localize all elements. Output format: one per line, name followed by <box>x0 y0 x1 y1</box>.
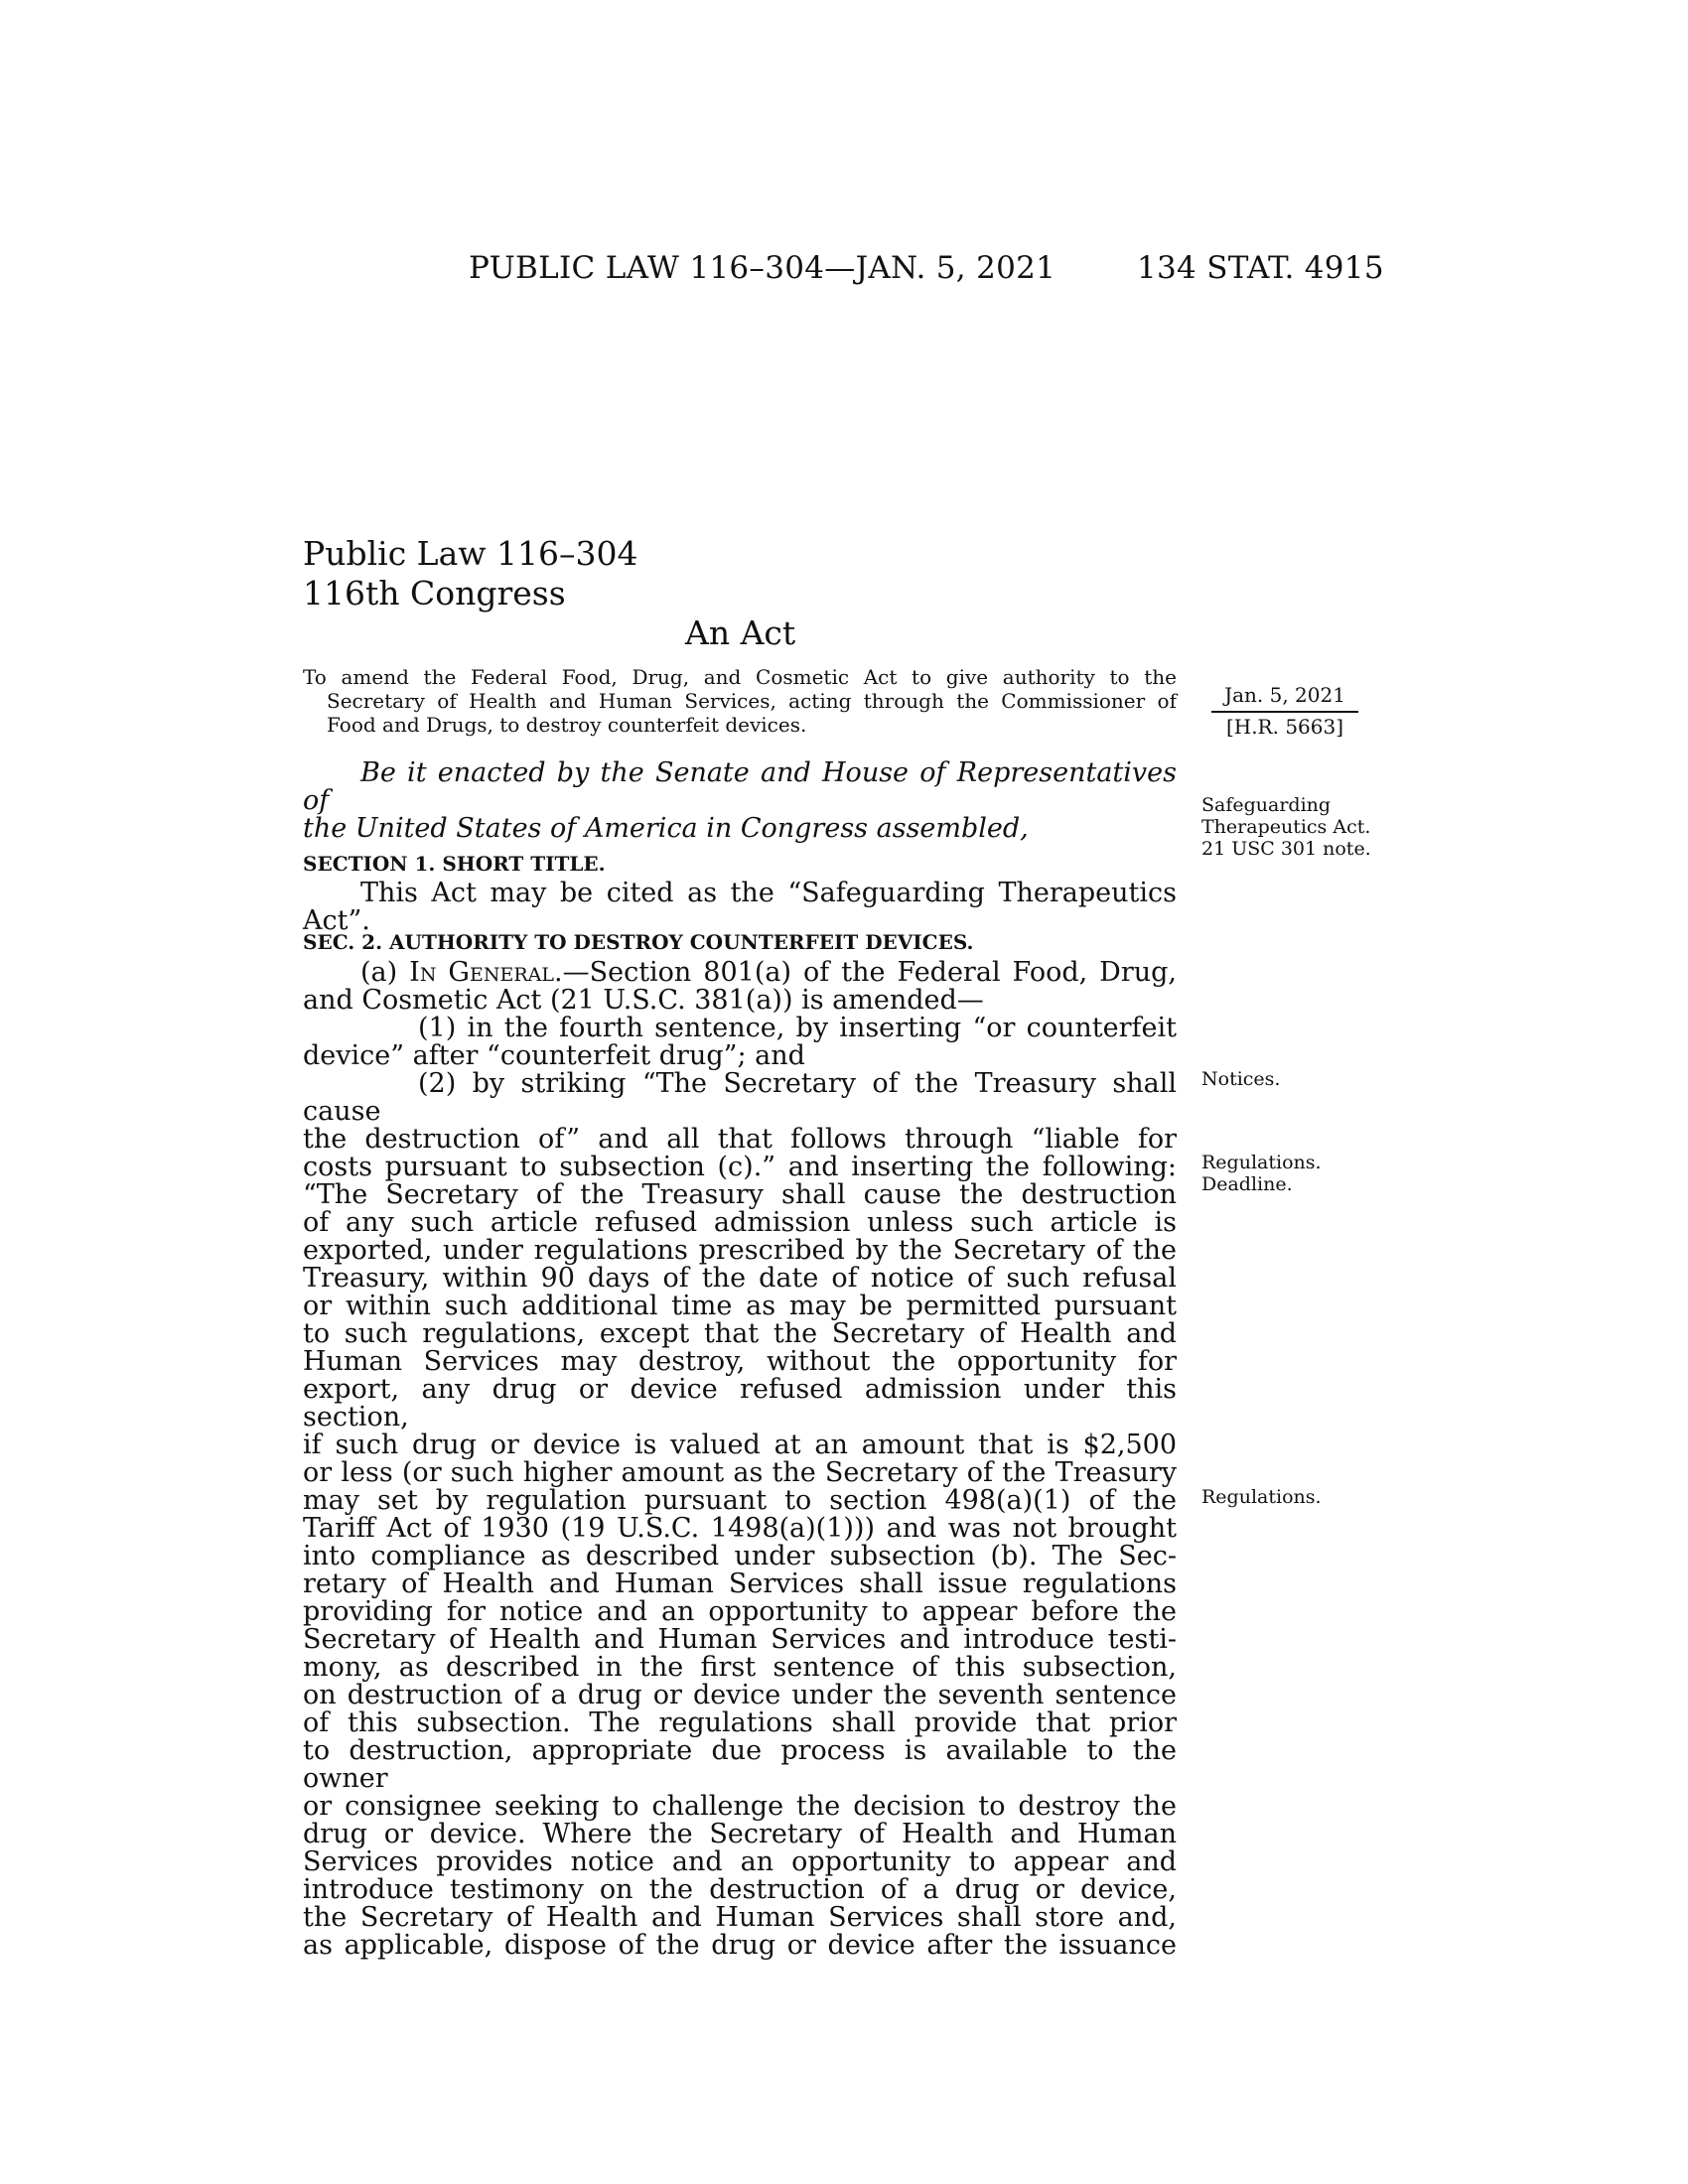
margin-note-notices: Notices. <box>1201 1068 1281 1090</box>
enacting-clause <box>303 759 1177 843</box>
section-1-line: This Act may be cited as the “Safeguarding Therapeutics Act”. <box>303 878 1177 936</box>
body-line: may set by regulation pursuant to section 498(a)(1) of the <box>303 1485 1177 1516</box>
purpose-clause <box>303 665 1177 737</box>
running-header-stat: 134 STAT. 4915 <box>1137 250 1384 286</box>
section-1-text <box>303 880 1177 935</box>
body-line: device” after “counterfeit drug”; and <box>303 1040 805 1071</box>
body-line: on destruction of a drug or device under the seventh sentence <box>303 1680 1177 1710</box>
subsection-a-caption: In General <box>409 957 555 988</box>
body-line: to such regulations, except that the Secretary of Health and <box>303 1318 1177 1349</box>
subsection-a-prefix: (a) <box>360 957 410 988</box>
body-line-a: (a) In General.—Section 801(a) of the Federal Food, Drug, <box>360 957 1177 988</box>
body-line: costs pursuant to subsection (c).” and inserting the following: <box>303 1152 1177 1182</box>
body-line: into compliance as described under subsection (b). The Sec- <box>303 1541 1177 1571</box>
body-line: or within such additional time as may be permitted pursuant <box>303 1291 1177 1321</box>
body-line: drug or device. Where the Secretary of Health and Human <box>303 1819 1177 1849</box>
body-line: (1) in the fourth sentence, by inserting “or counterfeit <box>418 1013 1177 1043</box>
margin-bill-number: [H.R. 5663] <box>1225 715 1344 739</box>
body-line: Human Services may destroy, without the opportunity for <box>303 1346 1177 1377</box>
margin-note-line: 21 USC 301 note. <box>1201 838 1371 860</box>
body-line: or less (or such higher amount as the Secretary of the Treasury <box>303 1457 1177 1488</box>
margin-note-line: Therapeutics Act. <box>1201 816 1371 838</box>
body-line: Services provides notice and an opportunity to appear and <box>303 1846 1177 1877</box>
act-heading: An Act <box>685 614 796 652</box>
margin-note-short-title <box>1201 794 1371 860</box>
body-line: if such drug or device is valued at an amount that is $2,500 <box>303 1430 1177 1460</box>
margin-note-line: Regulations. <box>1201 1152 1322 1173</box>
body-line: Treasury, within 90 days of the date of notice of such refusal <box>303 1263 1177 1294</box>
body-line: of any such article refused admission unless such article is <box>303 1207 1177 1238</box>
congress-number: 116th Congress <box>303 574 566 613</box>
margin-note-line: Safeguarding <box>1201 794 1332 816</box>
enacting-line: the United States of America in Congress assembled, <box>303 813 1029 844</box>
body-line: and Cosmetic Act (21 U.S.C. 381(a)) is amended— <box>303 985 984 1016</box>
body-line: exported, under regulations prescribed by the Secretary of the <box>303 1235 1177 1266</box>
body-line: of this subsection. The regulations shall provide that prior <box>303 1707 1177 1738</box>
body-line: retary of Health and Human Services shall issue regulations <box>303 1569 1177 1599</box>
body-line: (2) by striking “The Secretary of the Treasury shall cause <box>303 1068 1177 1127</box>
body-line: “The Secretary of the Treasury shall cause the destruction <box>303 1179 1177 1210</box>
body-line: export, any drug or device refused admission under this section, <box>303 1374 1177 1433</box>
body-line: Secretary of Health and Human Services and introduce testi- <box>303 1624 1177 1655</box>
running-header-law: PUBLIC LAW 116–304—JAN. 5, 2021 <box>469 250 1056 286</box>
section-1-heading: SECTION 1. SHORT TITLE. <box>303 852 606 876</box>
purpose-line: To amend the Federal Food, Drug, and Cosmetic Act to give authority to the <box>303 665 1177 689</box>
public-law-number: Public Law 116–304 <box>303 534 638 573</box>
body-line: introduce testimony on the destruction of a drug or device, <box>303 1874 1177 1905</box>
body-line: as applicable, dispose of the drug or device after the issuance <box>303 1930 1177 1961</box>
body-line: providing for notice and an opportunity to appear before the <box>303 1596 1177 1627</box>
purpose-line: Secretary of Health and Human Services, acting through the Commissioner of <box>327 689 1177 713</box>
body-line: mony, as described in the first sentence of this subsection, <box>303 1652 1177 1683</box>
body-line: or consignee seeking to challenge the decision to destroy the <box>303 1791 1177 1822</box>
body-line: Tariff Act of 1930 (19 U.S.C. 1498(a)(1))) and was not brought <box>303 1513 1177 1544</box>
section-2-heading: SEC. 2. AUTHORITY TO DESTROY COUNTERFEIT DEVICES. <box>303 930 974 954</box>
enacting-line: Be it enacted by the Senate and House of Representatives of <box>303 757 1177 816</box>
body-line: to destruction, appropriate due process is available to the owner <box>303 1735 1177 1794</box>
margin-note-line: Deadline. <box>1201 1173 1293 1195</box>
margin-enactment-date: Jan. 5, 2021 <box>1211 683 1358 713</box>
body-line: the Secretary of Health and Human Services shall store and, <box>303 1902 1177 1933</box>
margin-note-regulations: Regulations. <box>1201 1486 1322 1508</box>
section-2-body <box>303 959 1177 1960</box>
margin-note-regulations-deadline <box>1201 1152 1322 1195</box>
purpose-line: Food and Drugs, to destroy counterfeit devices. <box>327 713 807 737</box>
body-line: the destruction of” and all that follows through “liable for <box>303 1124 1177 1155</box>
